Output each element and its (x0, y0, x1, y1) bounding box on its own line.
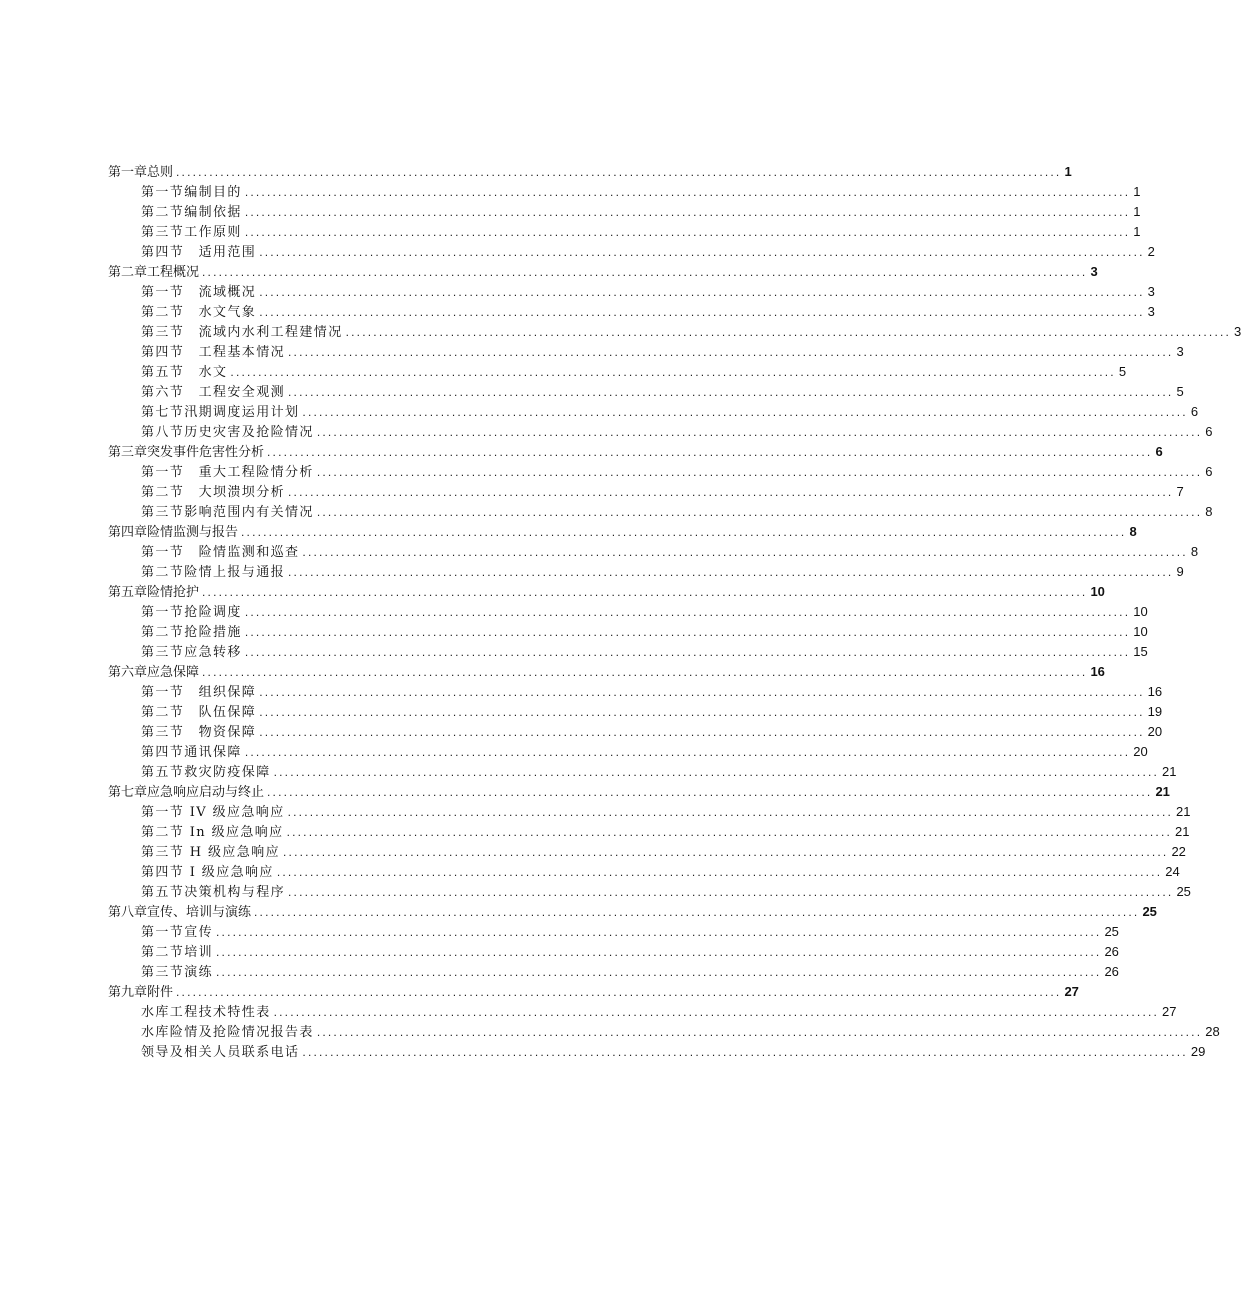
toc-page-number: 21 (1175, 824, 1190, 839)
toc-page-number: 3 (1234, 324, 1241, 339)
toc-chapter-entry[interactable] (0, 522, 1137, 542)
toc-page-number: 21 (1176, 804, 1191, 819)
toc-page-number: 1 (1133, 224, 1141, 239)
toc-page-number: 3 (1147, 284, 1155, 299)
toc-entry-title: 第三节应急转移 (141, 645, 242, 660)
toc-chapter-entry[interactable] (0, 662, 1105, 682)
toc-page-number: 6 (1205, 464, 1213, 479)
toc-dot-leader: ................................................................................................................................................................ (259, 305, 1145, 319)
toc-page-number: 7 (1176, 484, 1184, 499)
toc-entry-title: 第三章突发事件危害性分析 (108, 445, 265, 460)
toc-dot-leader: ................................................................................................................................................................ (202, 665, 1088, 679)
toc-page-number: 5 (1176, 384, 1184, 399)
toc-entry-title: 第一节 IV 级应急响应 (141, 805, 285, 820)
toc-entry-title: 第一节 流域概况 (141, 285, 257, 300)
toc-section-entry[interactable] (0, 562, 1184, 582)
toc-dot-leader: ................................................................................................................................................................ (267, 445, 1153, 459)
toc-section-entry[interactable] (0, 862, 1180, 882)
toc-dot-leader: ................................................................................................................................................................ (244, 745, 1131, 759)
toc-page-number: 8 (1190, 544, 1199, 559)
toc-entry-title: 第七章应急响应启动与终止 (108, 785, 265, 800)
toc-page-number: 25 (1104, 924, 1119, 939)
toc-section-entry[interactable] (0, 822, 1190, 842)
toc-section-entry[interactable] (0, 222, 1141, 242)
toc-section-entry[interactable] (0, 482, 1184, 502)
toc-dot-leader: ................................................................................................................................................................ (216, 965, 1102, 979)
toc-dot-leader: ................................................................................................................................................................ (302, 545, 1188, 559)
toc-page-number: 6 (1190, 404, 1199, 419)
toc-page-number: 26 (1104, 964, 1119, 979)
toc-dot-leader: ................................................................................................................................................................ (288, 385, 1174, 399)
toc-entry-title: 第二节 大坝溃坝分析 (141, 485, 286, 500)
toc-dot-leader: ................................................................................................................................................................ (276, 865, 1163, 879)
toc-dot-leader: ................................................................................................................................................................ (273, 1005, 1160, 1019)
toc-page-number: 1 (1133, 204, 1141, 219)
toc-entry-title: 第一节 险情监测和巡查 (141, 545, 300, 560)
toc-entry-title: 第二章工程概况 (108, 265, 200, 280)
toc-dot-leader: ................................................................................................................................................................ (283, 845, 1169, 859)
toc-entry-title: 第一章总则 (108, 165, 174, 180)
toc-dot-leader: ................................................................................................................................................................ (244, 225, 1131, 239)
toc-dot-leader: ................................................................................................................................................................ (176, 985, 1062, 999)
toc-dot-leader: ................................................................................................................................................................ (316, 1025, 1203, 1039)
toc-chapter-entry[interactable] (0, 162, 1072, 182)
toc-section-entry[interactable] (0, 682, 1163, 702)
toc-entry-title: 第三节 流域内水利工程建情况 (141, 325, 343, 340)
toc-chapter-entry[interactable] (0, 982, 1079, 1002)
toc-dot-leader: ................................................................................................................................................................ (254, 905, 1140, 919)
toc-page-number: 3 (1147, 304, 1155, 319)
toc-entry-title: 第四节 工程基本情况 (141, 345, 286, 360)
toc-dot-leader: ................................................................................................................................................................ (316, 425, 1203, 439)
toc-page-number: 10 (1090, 584, 1105, 599)
toc-entry-title: 第七节汛期调度运用计划 (141, 405, 300, 420)
toc-dot-leader: ................................................................................................................................................................ (288, 345, 1174, 359)
toc-section-entry[interactable] (0, 502, 1213, 522)
toc-entry-title: 第一节抢险调度 (141, 605, 242, 620)
toc-dot-leader: ................................................................................................................................................................ (259, 245, 1145, 259)
toc-section-entry[interactable] (0, 742, 1148, 762)
toc-dot-leader: ................................................................................................................................................................ (202, 265, 1088, 279)
toc-dot-leader: ................................................................................................................................................................ (259, 685, 1145, 699)
toc-dot-leader: ................................................................................................................................................................ (302, 1045, 1188, 1059)
toc-dot-leader: ................................................................................................................................................................ (259, 725, 1145, 739)
toc-page-number: 19 (1147, 704, 1163, 719)
toc-chapter-entry[interactable] (0, 582, 1105, 602)
toc-entry-title: 第二节抢险措施 (141, 625, 242, 640)
toc-entry-title: 第二节 水文气象 (141, 305, 257, 320)
toc-entry-title: 第五节救灾防疫保障 (141, 765, 271, 780)
toc-section-entry[interactable] (0, 602, 1148, 622)
toc-section-entry[interactable] (0, 1002, 1177, 1022)
toc-section-entry[interactable] (0, 642, 1148, 662)
toc-page-number: 16 (1090, 664, 1105, 679)
toc-page-number: 2 (1147, 244, 1155, 259)
toc-dot-leader: ................................................................................................................................................................ (259, 705, 1145, 719)
toc-section-entry[interactable] (0, 322, 1241, 342)
table-of-contents (0, 162, 1241, 1062)
toc-page-number: 28 (1205, 1024, 1220, 1039)
toc-page-number: 1 (1064, 164, 1072, 179)
toc-dot-leader: ................................................................................................................................................................ (259, 285, 1145, 299)
toc-section-entry[interactable] (0, 462, 1213, 482)
toc-page-number: 27 (1162, 1004, 1177, 1019)
toc-section-entry[interactable] (0, 842, 1186, 862)
toc-entry-title: 第二节险情上报与通报 (141, 565, 286, 580)
toc-page-number: 3 (1090, 264, 1098, 279)
toc-section-entry[interactable] (0, 202, 1141, 222)
toc-section-entry[interactable] (0, 282, 1155, 302)
toc-dot-leader: ................................................................................................................................................................ (244, 625, 1131, 639)
toc-entry-title: 水库工程技术特性表 (141, 1005, 271, 1020)
toc-chapter-entry[interactable] (0, 782, 1170, 802)
toc-entry-title: 第一节 组织保障 (141, 685, 257, 700)
toc-section-entry[interactable] (0, 302, 1155, 322)
toc-section-entry[interactable] (0, 622, 1148, 642)
toc-page-number: 5 (1118, 364, 1127, 379)
toc-dot-leader: ................................................................................................................................................................ (202, 585, 1088, 599)
toc-section-entry[interactable] (0, 942, 1119, 962)
toc-page-number: 20 (1133, 744, 1148, 759)
toc-dot-leader: ................................................................................................................................................................ (316, 505, 1203, 519)
toc-section-entry[interactable] (0, 362, 1127, 382)
toc-section-entry[interactable] (0, 802, 1191, 822)
toc-section-entry[interactable] (0, 722, 1163, 742)
toc-dot-leader: ................................................................................................................................................................ (216, 925, 1102, 939)
toc-page-number: 27 (1064, 984, 1079, 999)
toc-entry-title: 第六章应急保障 (108, 665, 200, 680)
toc-dot-leader: ................................................................................................................................................................ (286, 825, 1173, 839)
toc-section-entry[interactable] (0, 242, 1155, 262)
toc-entry-title: 第一节宣传 (141, 925, 214, 940)
toc-page-number: 10 (1133, 604, 1148, 619)
toc-page-number: 25 (1176, 884, 1191, 899)
toc-dot-leader: ................................................................................................................................................................ (288, 885, 1174, 899)
toc-entry-title: 第八章宣传、培训与演练 (108, 905, 252, 920)
toc-entry-title: 第四节通讯保障 (141, 745, 242, 760)
toc-section-entry[interactable] (0, 542, 1199, 562)
toc-page-number: 6 (1205, 424, 1213, 439)
toc-dot-leader: ................................................................................................................................................................ (267, 785, 1153, 799)
toc-entry-title: 第二节编制依据 (141, 205, 242, 220)
toc-page-number: 20 (1147, 724, 1163, 739)
toc-chapter-entry[interactable] (0, 262, 1098, 282)
toc-entry-title: 第五节 水文 (141, 365, 228, 380)
toc-section-entry[interactable] (0, 962, 1119, 982)
toc-page-number: 26 (1104, 944, 1119, 959)
toc-chapter-entry[interactable] (0, 902, 1157, 922)
toc-entry-title: 第一节编制目的 (141, 185, 242, 200)
toc-entry-title: 第五节决策机构与程序 (141, 885, 286, 900)
toc-page-number: 22 (1171, 844, 1186, 859)
toc-section-entry[interactable] (0, 382, 1184, 402)
toc-entry-title: 第九章附件 (108, 985, 174, 1000)
toc-page-number: 29 (1190, 1044, 1206, 1059)
toc-section-entry[interactable] (0, 182, 1141, 202)
toc-section-entry[interactable] (0, 402, 1199, 422)
toc-entry-title: 第五章险情抢护 (108, 585, 200, 600)
toc-entry-title: 第二节培训 (141, 945, 214, 960)
toc-dot-leader: ................................................................................................................................................................ (241, 525, 1127, 539)
toc-page-number: 21 (1155, 784, 1170, 799)
toc-page-number: 15 (1133, 644, 1148, 659)
toc-entry-title: 第二节 队伍保障 (141, 705, 257, 720)
toc-section-entry[interactable] (0, 702, 1163, 722)
toc-entry-title: 水库险情及抢险情况报告表 (141, 1025, 314, 1040)
toc-entry-title: 第四节 I 级应急响应 (141, 865, 274, 880)
toc-dot-leader: ................................................................................................................................................................ (216, 945, 1102, 959)
toc-page-number: 6 (1155, 444, 1163, 459)
toc-dot-leader: ................................................................................................................................................................ (244, 605, 1131, 619)
toc-page-number: 1 (1133, 184, 1141, 199)
toc-entry-title: 第三节演练 (141, 965, 214, 980)
toc-dot-leader: ................................................................................................................................................................ (288, 565, 1174, 579)
toc-section-entry[interactable] (0, 922, 1119, 942)
toc-page-number: 21 (1162, 764, 1177, 779)
toc-dot-leader: ................................................................................................................................................................ (345, 325, 1232, 339)
toc-dot-leader: ................................................................................................................................................................ (244, 645, 1131, 659)
toc-page-number: 16 (1147, 684, 1163, 699)
toc-page-number: 8 (1129, 524, 1137, 539)
toc-page-number: 10 (1133, 624, 1148, 639)
toc-section-entry[interactable] (0, 342, 1184, 362)
toc-section-entry[interactable] (0, 1042, 1206, 1062)
toc-section-entry[interactable] (0, 762, 1177, 782)
toc-section-entry[interactable] (0, 422, 1213, 442)
toc-entry-title: 第四节 适用范围 (141, 245, 257, 260)
toc-chapter-entry[interactable] (0, 442, 1163, 462)
toc-entry-title: 第二节 In 级应急响应 (141, 825, 284, 840)
toc-page-number: 25 (1142, 904, 1157, 919)
toc-entry-title: 第四章险情监测与报告 (108, 525, 239, 540)
toc-entry-title: 第三节 物资保障 (141, 725, 257, 740)
toc-entry-title: 第三节 H 级应急响应 (141, 845, 281, 860)
toc-entry-title: 第一节 重大工程险情分析 (141, 465, 314, 480)
toc-page-number: 24 (1165, 864, 1180, 879)
toc-dot-leader: ................................................................................................................................................................ (288, 485, 1174, 499)
toc-dot-leader: ................................................................................................................................................................ (273, 765, 1160, 779)
toc-section-entry[interactable] (0, 1022, 1220, 1042)
toc-dot-leader: ................................................................................................................................................................ (316, 465, 1203, 479)
toc-entry-title: 第三节影响范围内有关情况 (141, 505, 314, 520)
toc-dot-leader: ................................................................................................................................................................ (244, 185, 1131, 199)
toc-dot-leader: ................................................................................................................................................................ (302, 405, 1188, 419)
toc-page-number: 9 (1176, 564, 1184, 579)
toc-dot-leader: ................................................................................................................................................................ (176, 165, 1062, 179)
toc-entry-title: 第八节历史灾害及抢险情况 (141, 425, 314, 440)
toc-entry-title: 第三节工作原则 (141, 225, 242, 240)
toc-dot-leader: ................................................................................................................................................................ (230, 365, 1116, 379)
toc-entry-title: 领导及相关人员联系电话 (141, 1045, 300, 1060)
toc-section-entry[interactable] (0, 882, 1191, 902)
toc-page-number: 8 (1205, 504, 1213, 519)
toc-entry-title: 第六节 工程安全观测 (141, 385, 286, 400)
toc-dot-leader: ................................................................................................................................................................ (287, 805, 1174, 819)
toc-page-number: 3 (1176, 344, 1184, 359)
toc-dot-leader: ................................................................................................................................................................ (244, 205, 1131, 219)
